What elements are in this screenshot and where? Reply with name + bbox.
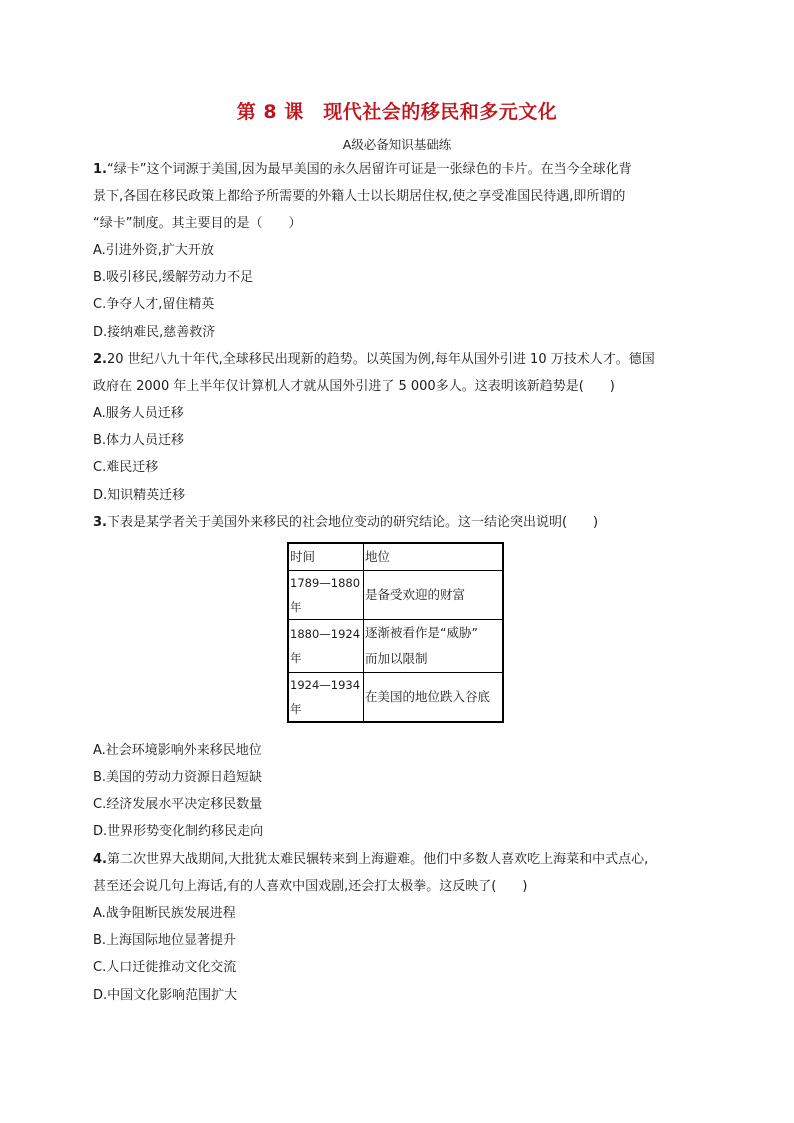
question-2-option-b: B.体力人员迁移 [93,433,185,448]
question-2-option-d: D.知识精英迁移 [93,488,186,503]
question-3-option-a: A.社会环境影响外来移民地位 [93,743,262,758]
table-header-time: 时间 [288,543,364,571]
table-row [288,673,503,723]
question-4-line-1: 4.第二次世界大战期间,大批犹太难民辗转来到上海避难。他们中多数人喜欢吃上海菜和中式点心, [93,852,649,867]
question-1-number: 1. [93,162,107,177]
immigrant-status-table [287,542,504,723]
question-1-line-3: “绿卡”制度。其主要目的是（ ） [93,216,302,231]
table-cell-status: 逐渐被看作是“威胁” 而加以限制 [364,620,504,673]
table-cell-status: 是备受欢迎的财富 [364,571,504,620]
table-header-row [288,543,503,571]
question-1-option-b: B.吸引移民,缓解劳动力不足 [93,270,254,285]
question-1-option-d: D.接纳难民,慈善救济 [93,325,216,340]
question-2-option-c: C.难民迁移 [93,460,159,475]
question-2-option-a: A.服务人员迁移 [93,406,184,421]
question-3-option-b: B.美国的劳动力资源日趋短缺 [93,770,263,785]
question-4-line-2: 甚至还会说几句上海话,有的人喜欢中国戏剧,还会打太极拳。这反映了( ) [93,879,528,894]
table-cell-status: 在美国的地位跌入谷底 [364,673,504,723]
question-2-line-2: 政府在 2000 年上半年仅计算机人才就从国外引进了 5 000多人。这表明该新趋势是( ) [93,379,615,394]
question-1-option-c: C.争夺人才,留住精英 [93,297,215,312]
question-2-line-1: 2.20 世纪八九十年代,全球移民出现新的趋势。以英国为例,每年从国外引进 10 万技术人才。德国 [93,352,655,367]
question-3-option-c: C.经济发展水平决定移民数量 [93,797,263,812]
question-3-line-1: 3.下表是某学者关于美国外来移民的社会地位变动的研究结论。这一结论突出说明( ) [93,515,599,530]
question-3-option-d: D.世界形势变化制约移民走向 [93,824,264,839]
table-row [288,571,503,620]
table-cell-time: 1924—1934 年 [288,673,364,723]
question-1-line-1: 1.“绿卡”这个词源于美国,因为最早美国的永久居留许可证是一张绿色的卡片。在当今全球化背 [93,162,632,177]
question-4-number: 4. [93,852,107,867]
table-row [288,620,503,673]
table-header-status: 地位 [364,543,504,571]
lesson-title: 第 8 课 现代社会的移民和多元文化 [236,101,558,123]
question-1-line-2: 景下,各国在移民政策上都给予所需要的外籍人士以长期居住权,使之享受准国民待遇,即所谓的 [93,189,626,204]
question-2-number: 2. [93,352,107,367]
question-4-option-a: A.战争阻断民族发展进程 [93,906,236,921]
question-4-option-d: D.中国文化影响范围扩大 [93,988,238,1003]
question-4-option-c: C.人口迁徙推动文化交流 [93,960,237,975]
table-cell-time: 1880—1924 年 [288,620,364,673]
question-4-option-b: B.上海国际地位显著提升 [93,933,237,948]
section-heading: A级必备知识基础练 [342,137,452,152]
question-1-option-a: A.引进外资,扩大开放 [93,243,214,258]
table-cell-time: 1789—1880 年 [288,571,364,620]
question-3-number: 3. [93,515,107,530]
